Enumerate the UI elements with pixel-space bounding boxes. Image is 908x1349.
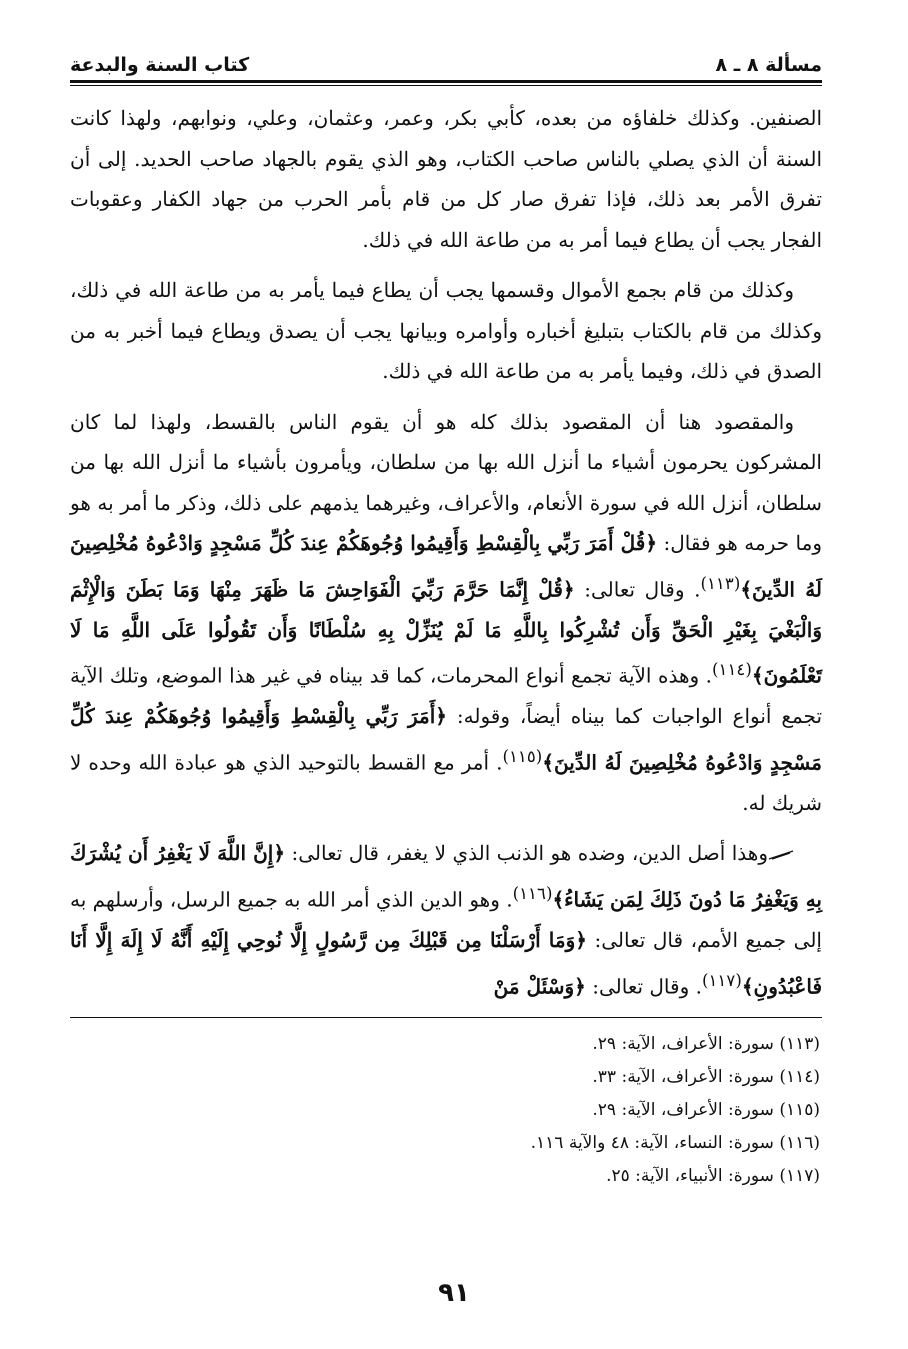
book-title: كتاب السنة والبدعة bbox=[70, 54, 250, 76]
paragraph-1: الصنفين. وكذلك خلفاؤه من بعده، كأبي بكر، وعمر، وعثمان، وعلي، ونوابهم، ولهذا كانت السنة أن الذي يصلي بالناس صاحب الكتاب، وهو الذي يقوم بالجهاد صاحب الحديد. إلى أن تفرق الأمر بعد ذلك، فإذا تفرق صار كل من قام بأمر الحرب من جهاد الكفار وعقوبات الفجار يجب أن يطاع فيما أمر به من طاعة الله في ذلك. bbox=[70, 106, 822, 252]
footnote-115: (١١٥) سورة: الأعراف، الآية: ٢٩. bbox=[592, 1099, 820, 1120]
text-segment: وهذا أصل الدين، وضده هو الذنب الذي لا يغفر، قال تعالى: bbox=[291, 841, 769, 866]
footnote-116: (١١٦) سورة: النساء، الآية: ٤٨ والآية ١١٦. bbox=[530, 1132, 820, 1153]
quran-verse-5: ﴿وَمَا أَرْسَلْنَا مِن قَبْلِكَ مِن رَّسُولٍ إِلَّا نُوحِي إِلَيْهِ أَنَّهُ لَا إِلَهَ إِلَّا أَنَا فَاعْبُدُونِ﴾ bbox=[70, 928, 822, 999]
quran-verse-4: ﴿إِنَّ اللَّهَ لَا يَغْفِرُ أَن يُشْرَكَ بِهِ وَيَغْفِرُ مَا دُونَ ذَلِكَ لِمَن يَشَاءُ﴾ bbox=[70, 841, 822, 912]
running-header bbox=[70, 40, 822, 76]
text-segment: . وهذه الآية تجمع أنواع المحرمات، كما قد بيناه في غير هذا الموضع، وتلك الآية تجمع أنواع الواجبات كما بيناه أيضاً، وقوله: bbox=[70, 663, 823, 729]
page-number: ٩١ bbox=[438, 1278, 470, 1308]
quran-verse-3: ﴿أَمَرَ رَبِّي بِالْقِسْطِ وَأَقِيمُوا وُجُوهَكُمْ عِندَ كُلِّ مَسْجِدٍ وَادْعُوهُ مُخْلِصِينَ لَهُ الدِّينَ﴾ bbox=[70, 704, 822, 775]
footnote-ref-116: (١١٦) bbox=[512, 883, 553, 903]
footnote-117: (١١٧) سورة: الأنبياء، الآية: ٢٥. bbox=[606, 1165, 820, 1186]
body-text bbox=[70, 98, 822, 1007]
footnote-113: (١١٣) سورة: الأعراف، الآية: ٢٩. bbox=[592, 1033, 820, 1054]
paragraph-3 bbox=[70, 402, 822, 824]
pen-mark-icon bbox=[768, 850, 794, 860]
issue-number: مسألة ٨ ـ ٨ bbox=[715, 54, 822, 76]
quran-verse-1: ﴿قُلْ أَمَرَ رَبِّي بِالْقِسْطِ وَأَقِيمُوا وُجُوهَكُمْ عِندَ كُلِّ مَسْجِدٍ وَادْعُوهُ مُخْلِصِينَ لَهُ الدِّينَ﴾ bbox=[70, 531, 823, 602]
header-rule-thin bbox=[70, 85, 822, 86]
text-segment: . وقال تعالى: bbox=[584, 577, 701, 602]
footnotes bbox=[70, 1028, 822, 1193]
paragraph-4 bbox=[70, 833, 822, 1006]
footnote-ref-114: (١١٤) bbox=[712, 660, 752, 680]
text-segment: . وهو الدين الذي أمر الله به جميع الرسل، وأرسلهم به إلى جميع الأمم، قال تعالى: bbox=[70, 887, 822, 953]
footnote-separator bbox=[70, 1017, 822, 1018]
header-rule-thick bbox=[70, 80, 822, 83]
text-segment: والمقصود هنا أن المقصود بذلك كله هو أن يقوم الناس بالقسط، ولهذا لما كان المشركون يحرمون أشياء ما أنزل الله بها من سلطان، ويأمرون بأشياء ما أنزل الله بها من سلطان، أنزل الله في سورة الأنعام، والأعراف، وغيرهما يذمهم على ذلك، وذكر ما أمر به هو وما حرمه هو فقال: bbox=[70, 409, 823, 555]
text-segment: . أمر مع القسط بالتوحيد الذي هو عبادة الله وحده لا شريك له. bbox=[70, 750, 822, 815]
footnote-114: (١١٤) سورة: الأعراف، الآية: ٣٣. bbox=[592, 1066, 820, 1087]
footnote-ref-117: (١١٧) bbox=[701, 970, 742, 990]
footnote-ref-113: (١١٣) bbox=[700, 573, 741, 593]
paragraph-2: وكذلك من قام بجمع الأموال وقسمها يجب أن يطاع فيما يأمر به من طاعة الله في ذلك، وكذلك من قام بالكتاب بتبليغ أخباره وأوامره وبيانها يجب أن يصدق ويطاع فيما أخبر به من الصدق في ذلك، وفيما يأمر به من طاعة الله في ذلك. bbox=[70, 278, 822, 383]
page bbox=[70, 40, 822, 1193]
footnote-ref-115: (١١٥) bbox=[502, 746, 543, 766]
quran-verse-2: ﴿قُلْ إِنَّمَا حَرَّمَ رَبِّيَ الْفَوَاحِشَ مَا ظَهَرَ مِنْهَا وَمَا بَطَنَ وَالْإِثْمَ وَالْبَغْيَ بِغَيْرِ الْحَقِّ وَأَن تُشْرِكُوا بِاللَّهِ مَا لَمْ يُنَزِّلْ بِهِ سُلْطَانًا وَأَن تَقُولُوا عَلَى اللَّهِ مَا لَا تَعْلَمُونَ﴾ bbox=[70, 577, 822, 688]
text-segment: . وقال تعالى: bbox=[592, 974, 702, 999]
quran-verse-6: ﴿وَسْئَلْ مَنْ bbox=[493, 974, 586, 999]
